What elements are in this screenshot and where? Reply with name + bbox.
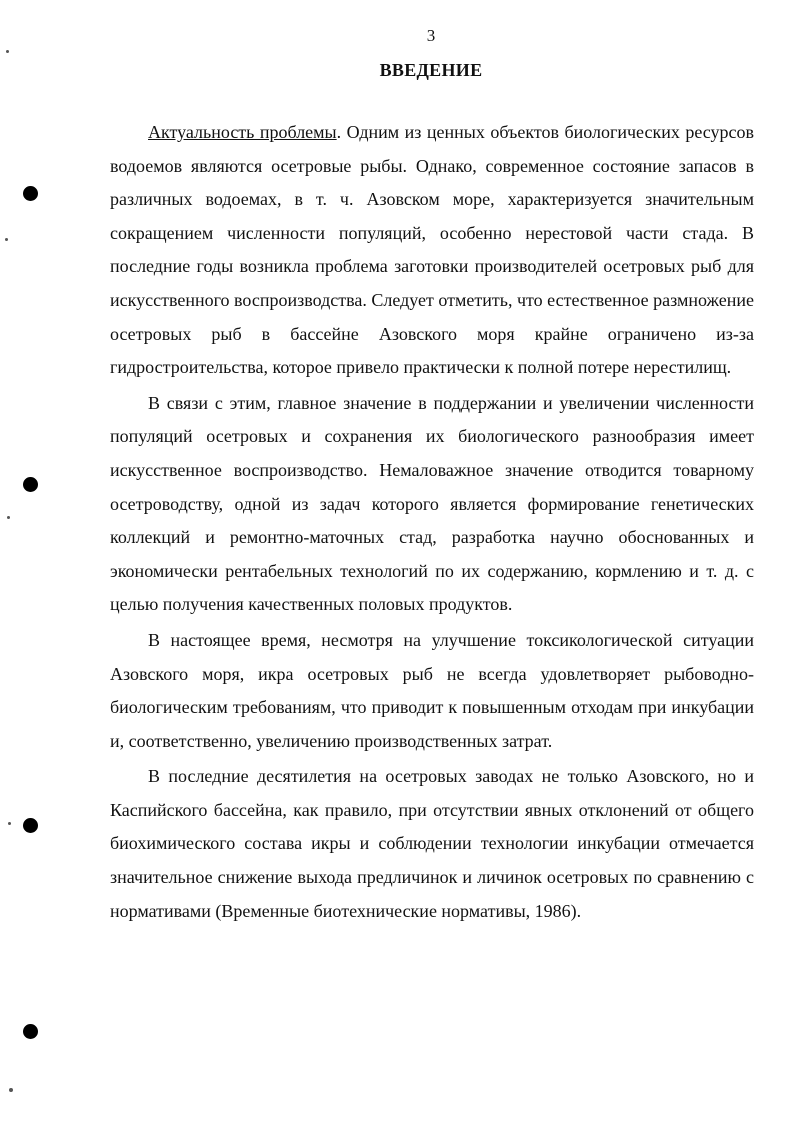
punch-hole-1 (23, 186, 38, 201)
relevance-lead: Актуальность проблемы (148, 122, 337, 142)
body-text (110, 116, 754, 930)
paragraph-recent-decades: В последние десятилетия на осетровых заводах не только Азовского, но и Каспийского бассейна, как правило, при отсутствии явных отклонений от общего биохимического состава икры и соблюдении технологии инкубации отмечается значительное снижение выхода предличинок и личинок осетровых по сравнению с нормативами (Временные биотехнические нормативы, 1986). (110, 766, 754, 921)
paragraph-reproduction: В связи с этим, главное значение в поддержании и увеличении численности популяций осетровых и сохранения их биологического разнообразия имеет искусственное воспроизводство. Немаловажное значение отводится товарному осетроводству, одной из задач которого является формирование генетических коллекций и ремонтно-маточных стад, разработка научно обоснованных и экономически рентабельных технологий по их содержанию, кормлению и т. д. с целью получения качественных половых продуктов. (110, 392, 754, 615)
scan-speck (9, 1088, 13, 1092)
scan-speck (6, 50, 9, 53)
scan-speck (8, 822, 11, 825)
punch-hole-4 (23, 1024, 38, 1039)
punch-hole-2 (23, 477, 38, 492)
page-number: 3 (426, 26, 436, 45)
scan-speck (5, 238, 8, 241)
paragraph-present-time: В настоящее время, несмотря на улучшение токсикологической ситуации Азовского моря, икра осетровых рыб не всегда удовлетворяет рыбоводно-биологическим требованиям, что приводит к повышенным отходам при инкубации и, соответственно, увеличению производственных затрат. (110, 629, 754, 751)
scan-speck (7, 516, 10, 519)
paragraph-relevance (110, 116, 754, 385)
relevance-lead-punct: . (336, 122, 342, 142)
section-heading: ВВЕДЕНИЕ (379, 60, 483, 80)
relevance-text: Одним из ценных объектов биологических ресурсов водоемов являются осетровые рыбы. Однако, современное состояние запасов в различных водоемах, в т. ч. Азовском море, характеризуется значительным сокращением численности популяций, особенно нерестовой части стада. В последние годы возникла проблема заготовки производителей осетровых рыб для искусственного воспроизводства. Следует отметить, что естественное размножение осетровых рыб в бассейне Азовского моря крайне ограничено из-за гидростроительства, которое привело практически к полной потере нерестилищ. (110, 122, 754, 378)
punch-hole-3 (23, 818, 38, 833)
